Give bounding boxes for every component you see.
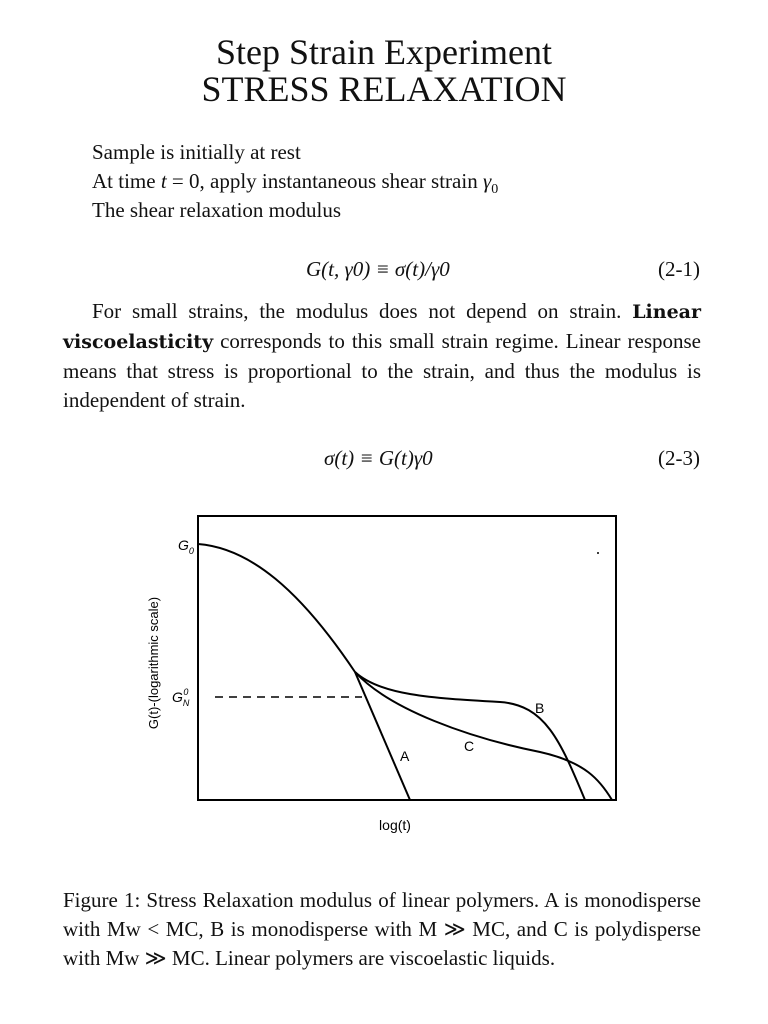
stress-relaxation-figure (140, 505, 630, 845)
curve-b-line (355, 672, 585, 800)
curve-b-label: B (535, 700, 545, 716)
body-paragraph (63, 297, 701, 415)
paragraph-part2: corresponds to this small strain regime. Linear response means that stress is proportional to the strain, and thus the modulus is independent of strain. (63, 329, 701, 412)
equation-2-3 (324, 446, 433, 471)
figure-caption: Figure 1: Stress Relaxation modulus of linear polymers. A is monodisperse with Mw < MC, B is monodisperse with M ≫ MC, and C is polydisperse with Mw ≫ MC. Linear polymers are viscoelastic liquids. (63, 888, 701, 970)
gn0-tick-label: $G_N0$ (172, 687, 190, 708)
y-axis-label: G(t)-(logarithmic scale) (146, 596, 161, 730)
equation-2-1 (306, 257, 450, 282)
intro-line1: Sample is initially at rest (92, 140, 301, 164)
x-axis-label: log(t) (379, 817, 411, 833)
curve-c-label: C (464, 738, 475, 754)
paragraph-bold: Linear viscoelasticity (63, 301, 701, 353)
curve-a-label: A (400, 748, 410, 764)
equation-2-3-body: σ(t) ≡ G(t)γ0 (324, 446, 433, 470)
intro-line3: The shear relaxation modulus (92, 198, 342, 222)
g0-tick-label: $G_0$ (178, 537, 194, 556)
equation-2-1-body: G(t, γ0) ≡ σ(t)/γ0 (306, 257, 450, 281)
intro-text (92, 138, 498, 225)
intro-line2-sub: 0 (491, 182, 499, 198)
paragraph-part1: For small strains, the modulus does not depend on strain. (92, 299, 633, 323)
equation-2-1-number: (2-1) (658, 257, 700, 281)
stray-dot (597, 552, 599, 554)
intro-line2-var: t (160, 169, 167, 193)
intro-line2-gamma: γ (482, 169, 492, 193)
page-title-line2: STRESS RELAXATION (201, 69, 567, 109)
intro-line2 (92, 167, 498, 196)
equation-2-3-number: (2-3) (658, 446, 700, 470)
curve-initial (198, 544, 355, 672)
intro-line2-mid: = 0, apply instantaneous shear strain (166, 169, 483, 193)
page-title-line1: Step Strain Experiment (216, 32, 552, 72)
intro-line2-prefix: At time (92, 169, 161, 193)
curve-a-line (355, 672, 410, 800)
